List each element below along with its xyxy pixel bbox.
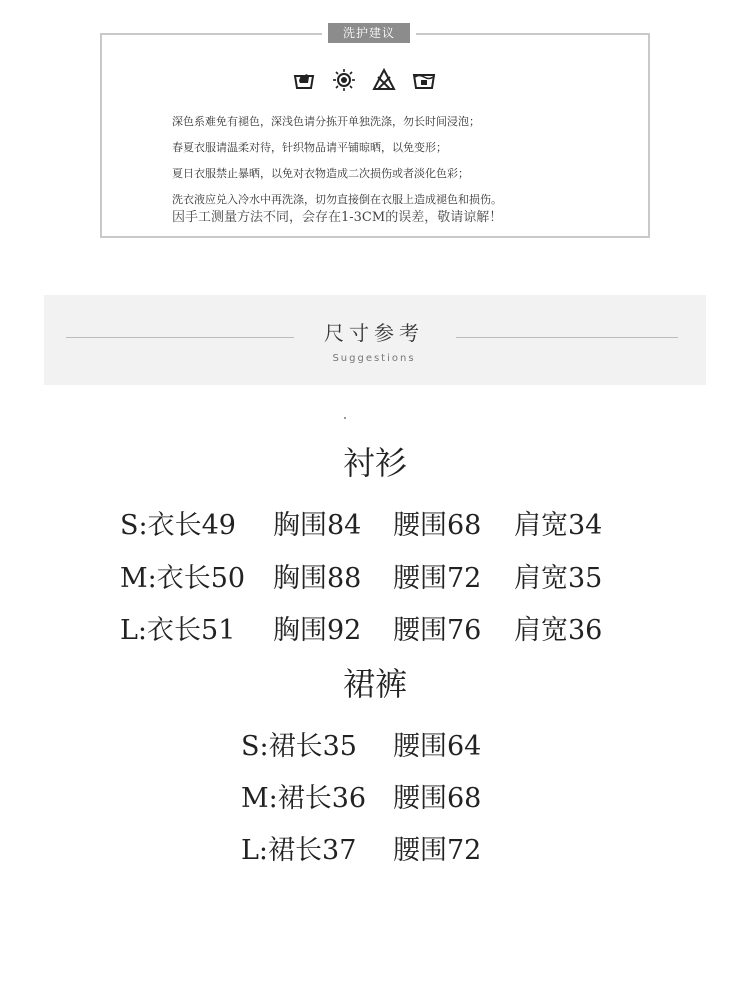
no-bleach-icon <box>372 68 396 92</box>
size-cell: 肩宽34 <box>514 510 603 541</box>
size-reference-subtitle: Suggestions <box>332 353 416 364</box>
size-cell: S:裙长35 <box>241 731 357 762</box>
size-reference-header <box>44 295 706 385</box>
dot <box>344 417 346 419</box>
size-cell: 胸围84 <box>273 510 362 541</box>
size-cell: 腰围76 <box>393 615 482 646</box>
size-cell: 肩宽36 <box>514 615 603 646</box>
care-line: 春夏衣服请温柔对待，针织物品请平铺晾晒，以免变形； <box>172 141 447 154</box>
care-line: 因手工测量方法不同，会存在1-3CM的误差，敬请谅解！ <box>172 210 503 225</box>
size-cell: 胸围88 <box>273 563 362 594</box>
care-line: 深色系难免有褪色，深浅色请分拣开单独洗涤，勿长时间浸泡； <box>172 115 480 128</box>
divider <box>66 337 294 338</box>
size-cell: L:衣长51 <box>120 615 236 646</box>
care-text <box>172 113 592 235</box>
care-icons <box>292 66 442 94</box>
care-tag-label: 洗护建议 <box>328 23 410 43</box>
size-cell: S:衣长49 <box>120 510 236 541</box>
size-cell: 腰围72 <box>393 563 482 594</box>
size-cell: 肩宽35 <box>514 563 603 594</box>
shirt-title: 衬衫 <box>342 444 407 482</box>
divider <box>456 337 678 338</box>
care-tag <box>322 23 416 43</box>
size-cell: M:衣长50 <box>120 563 246 594</box>
size-cell: 腰围68 <box>393 783 482 814</box>
care-line: 洗衣液应兑入冷水中再洗涤，切勿直接倒在衣服上造成褪色和损伤。 <box>172 193 502 206</box>
skirt-title: 裙裤 <box>342 665 407 703</box>
care-line: 夏日衣服禁止暴晒，以免对衣物造成二次损伤或者淡化色彩； <box>172 167 469 180</box>
size-reference-title: 尺寸参考 <box>324 321 424 345</box>
size-cell: 腰围72 <box>393 835 482 866</box>
hand-wash-icon <box>292 68 316 92</box>
size-cell: M:裙长36 <box>241 783 367 814</box>
size-cell: L:裙长37 <box>241 835 357 866</box>
no-tumble-dry-icon <box>332 68 356 92</box>
wash-temperature-icon <box>412 68 436 92</box>
size-cell: 腰围68 <box>393 510 482 541</box>
size-cell: 腰围64 <box>393 731 482 762</box>
size-cell: 胸围92 <box>273 615 362 646</box>
